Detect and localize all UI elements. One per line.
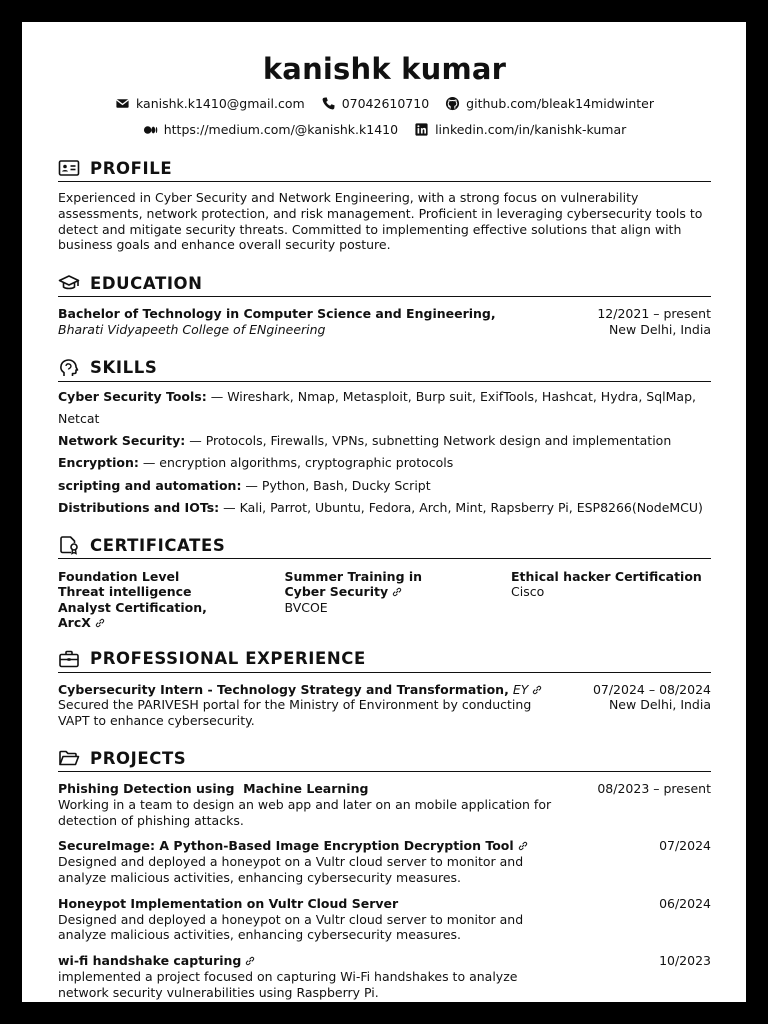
experience-dates: 07/2024 – 08/2024 <box>592 681 711 697</box>
projects-title: PROJECTS <box>90 748 187 768</box>
projects-section <box>58 746 711 1001</box>
project-item <box>58 953 711 1000</box>
certificates-heading <box>58 533 711 559</box>
project-date: 08/2023 – present <box>597 781 711 797</box>
project-left <box>58 896 558 943</box>
medium-text: https://medium.com/@kanishk.k1410 <box>163 121 399 137</box>
linkedin-text: linkedin.com/in/kanishk-kumar <box>435 121 627 137</box>
skill-row <box>58 386 711 430</box>
certificate-item <box>58 569 285 631</box>
link-icon <box>532 685 542 695</box>
resume-content <box>58 22 711 1001</box>
experience-left <box>58 682 558 729</box>
project-description: Working in a team to design an web app and later on an mobile application for detection of phishing attacks. <box>58 796 552 828</box>
id-card-icon <box>58 158 80 178</box>
certificate-item <box>511 569 711 631</box>
linkedin-icon <box>414 122 429 137</box>
certificate-item <box>285 569 512 631</box>
skill-label: scripting and automation: <box>58 477 242 493</box>
projects-heading <box>58 746 711 772</box>
project-link[interactable] <box>58 953 558 969</box>
education-section <box>58 271 711 338</box>
experience-role: Cybersecurity Intern - Technology Strategy and Transformation, <box>58 681 509 697</box>
experience-right <box>593 682 711 729</box>
certificate-name: Summer Training in Cyber Security <box>284 569 423 600</box>
email-text: kanishk.k1410@gmail.com <box>136 95 305 111</box>
profile-title: PROFILE <box>90 158 173 178</box>
contact-medium[interactable] <box>143 122 398 137</box>
project-name: wi-fi handshake capturing <box>58 953 242 969</box>
skills-section <box>58 356 711 519</box>
project-left <box>58 838 558 885</box>
skill-label: Encryption: <box>58 455 139 471</box>
experience-role-line[interactable] <box>58 682 558 698</box>
contact-row-2 <box>58 120 711 138</box>
project-name: Phishing Detection using Machine Learning <box>58 781 369 797</box>
phone-icon <box>321 96 336 111</box>
link-icon <box>245 956 255 966</box>
skill-label: Cyber Security Tools: <box>58 388 207 404</box>
degree: Bachelor of Technology in Computer Science and Engineering, <box>58 306 496 322</box>
briefcase-icon <box>58 649 80 669</box>
envelope-icon <box>115 96 130 111</box>
project-left <box>58 953 558 1000</box>
project-date: 06/2024 <box>659 895 711 911</box>
project-description: Designed and deployed a honeypot on a Vultr cloud server to monitor and analyze malicious activities, enhancing cybersecurity measures. <box>58 911 524 943</box>
project-link[interactable] <box>58 838 558 854</box>
profile-heading <box>58 156 711 182</box>
contact-phone[interactable] <box>321 96 429 111</box>
medium-icon <box>143 122 158 137</box>
link-icon <box>392 587 402 597</box>
skill-value: — Kali, Parrot, Ubuntu, Fedora, Arch, Mint, Rapsberry Pi, ESP8266(NodeMCU) <box>219 499 703 515</box>
education-title: EDUCATION <box>90 273 203 293</box>
skills-heading <box>58 356 711 382</box>
profile-section <box>58 156 711 253</box>
skill-row <box>58 497 711 519</box>
link-icon <box>518 841 528 851</box>
contact-linkedin[interactable] <box>414 122 626 137</box>
project-description: implemented a project focused on capturing Wi-Fi handshakes to analyze network security vulnerabilities using Raspberry Pi. <box>58 968 518 1000</box>
skill-row <box>58 430 711 452</box>
skill-row <box>58 452 711 474</box>
certificate-link[interactable] <box>285 569 465 600</box>
certificates-list <box>58 569 711 631</box>
github-icon <box>445 96 460 111</box>
education-heading <box>58 271 711 297</box>
certificates-title: CERTIFICATES <box>90 535 226 555</box>
experience-heading <box>58 647 711 673</box>
certificate-name: Foundation Level Threat intelligence Analyst Certification, ArcX <box>58 569 207 631</box>
skill-value: — encryption algorithms, cryptographic protocols <box>138 455 454 471</box>
contact-row-1 <box>58 94 711 112</box>
contact-github[interactable] <box>445 96 654 111</box>
experience-title: PROFESSIONAL EXPERIENCE <box>90 649 366 669</box>
profile-text: Experienced in Cyber Security and Network Engineering, with a strong focus on vulnerability assessments, network protection, and risk management. Proficient in leveraging cybersecurity tools to detect and mitigate security threats. Committed to implementing effective solutions that align with business goals and enhance overall security posture. <box>58 190 703 253</box>
education-location: New Delhi, India <box>608 321 711 337</box>
education-dates: 12/2021 – present <box>597 306 711 322</box>
skill-label: Network Security: <box>58 433 186 449</box>
skill-value: — Protocols, Firewalls, VPNs, subnetting Network design and implementation <box>185 433 672 449</box>
skill-value: — Python, Bash, Ducky Script <box>241 477 431 493</box>
certificates-section <box>58 533 711 631</box>
contact-email[interactable] <box>115 96 305 111</box>
project-description: Designed and deployed a honeypot on a Vultr cloud server to monitor and analyze malicious activities, enhancing cybersecurity measures. <box>58 854 524 885</box>
resume-page <box>22 22 746 1002</box>
project-item <box>58 781 711 828</box>
project-date: 10/2023 <box>659 953 711 969</box>
education-entry <box>58 306 711 338</box>
certificate-issuer: BVCOE <box>284 599 328 615</box>
project-item <box>58 896 711 943</box>
brain-head-icon <box>58 358 80 378</box>
education-left <box>58 306 578 338</box>
candidate-name: kanishk kumar <box>262 52 507 86</box>
school: Bharati Vidyapeeth College of ENgineering <box>58 321 326 337</box>
skills-list <box>58 386 711 519</box>
link-icon <box>95 618 105 628</box>
project-item <box>58 838 711 885</box>
certificate-issuer: Cisco <box>511 584 545 600</box>
certificate-link[interactable] <box>58 569 228 631</box>
experience-location: New Delhi, India <box>608 697 711 713</box>
skill-row <box>58 475 711 497</box>
project-left <box>58 781 558 828</box>
folder-icon <box>58 748 80 768</box>
experience-section <box>58 647 711 729</box>
certificate-icon <box>58 535 80 555</box>
skill-value: — Wireshark, Nmap, Metasploit, Burp suit, ExifTools, Hashcat, Hydra, SqlMap, Netcat <box>58 388 696 426</box>
experience-entry <box>58 682 711 729</box>
project-date: 07/2024 <box>659 838 711 854</box>
experience-description: Secured the PARIVESH portal for the Ministry of Environment by conducting VAPT to enhance cybersecurity. <box>58 697 532 729</box>
education-right <box>597 306 711 338</box>
phone-text: 07042610710 <box>341 95 430 111</box>
github-text: github.com/bleak14midwinter <box>466 95 654 111</box>
certificate-name: Ethical hacker Certification <box>511 569 702 584</box>
project-name: SecureImage: A Python-Based Image Encryption Decryption Tool <box>58 838 514 854</box>
project-name: Honeypot Implementation on Vultr Cloud Server <box>58 895 399 911</box>
skills-title: SKILLS <box>90 358 158 378</box>
experience-company: EY <box>512 681 529 697</box>
graduation-cap-icon <box>58 273 80 293</box>
skill-label: Distributions and IOTs: <box>58 499 220 515</box>
